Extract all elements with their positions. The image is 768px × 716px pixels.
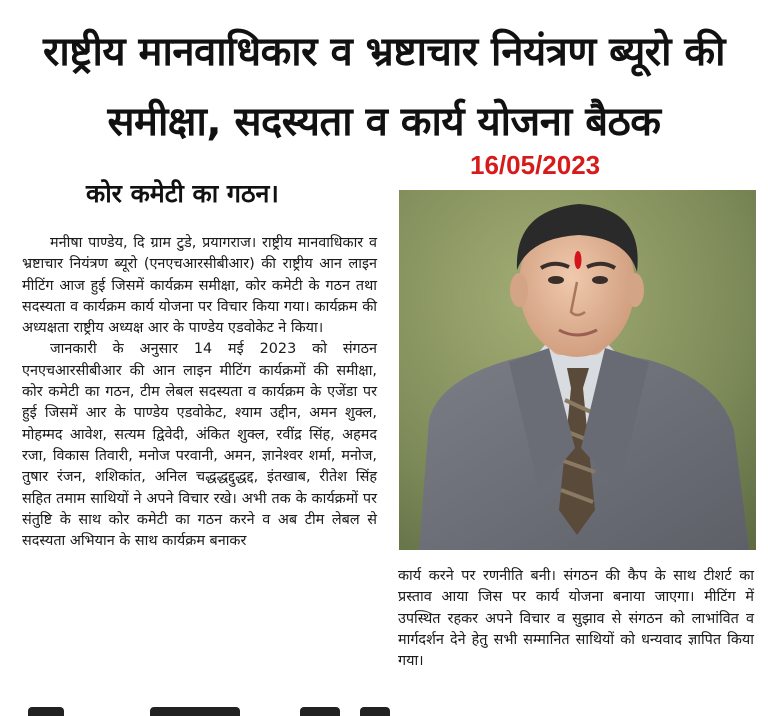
portrait-illustration (399, 190, 756, 550)
article-column-left (22, 233, 377, 552)
eye-left (548, 276, 564, 284)
article-paragraph-3: कार्य करने पर रणनीति बनी। संगठन की कैप के साथ टीशर्ट का प्रस्ताव आया जिस पर कार्य योजना बनाया जाएगा। मीटिंग में उपस्थित रहकर अपने विचार व सुझाव से संगठन को लाभांवित व मार्गदर्शन देने हेतु सभी सम्मानित साथियों को धन्यवाद ज्ञापित किया गया। (398, 568, 754, 670)
portrait-photo (399, 190, 756, 550)
article-paragraph-2: जानकारी के अनुसार 14 मई 2023 को संगठन एनएचआरसीबीआर की आन लाइन मीटिंग कार्यक्रमों की समीक्षा, कोर कमेटी का गठन, टीम लेबल सदस्यता व कार्यक्रम के एजेंडा पर हुई जिसमें आर के पाण्डेय एडवोकेट, श्याम उद्दीन, अमन शुक्ल, मोहम्मद आवेश, सत्यम द्विवेदी, अंकित शुक्ल, रवींद्र सिंह, अहमद रजा, विकास तिवारी, मनोज परवानी, अमन, ज्ञानेश्वर शर्मा, मनोज, तुषार रंजन, शशिकांत, अनिल चद्धद्धद्दुद्धद्द, इंतखाब, रीतेश सिंह सहित तमाम साथियों ने अपने विचार रखे। अभी तक के कार्यक्रमों पर संतुष्टि के साथ कोर कमेटी का गठन करने व अब टीम लेबल से सदस्यता अभियान के साथ कार्यक्रम बनाकर (22, 341, 377, 550)
tilak (575, 251, 582, 269)
subheadline: कोर कमेटी का गठन। (86, 179, 279, 208)
article-column-right (398, 566, 754, 672)
article-paragraph-1: मनीषा पाण्डेय, दि ग्राम टुडे, प्रयागराज। राष्ट्रीय मानवाधिकार व भ्रष्टाचार नियंत्रण ब्यूरो (एनएचआरसीबीआर) की राष्ट्रीय आन लाइन मीटिंग आज हुई जिसमें कार्यक्रम समीक्षा, कोर कमेटी के गठन तथा सदस्यता व कार्यक्रम कार्य योजना पर विचार किया गया। कार्यक्रम की अध्यक्षता राष्ट्रीय अध्यक्ष आर के पाण्डेय एडवोकेट ने किया। (22, 235, 377, 337)
headline-line-1: राष्ट्रीय मानवाधिकार व भ्रष्टाचार नियंत्रण ब्यूरो की (42, 29, 726, 75)
headline-line-2: समीक्षा, सदस्यता व कार्य योजना बैठक (107, 99, 661, 145)
next-article-cut-off (0, 705, 768, 716)
ear-left (510, 273, 528, 307)
ear-right (626, 273, 644, 307)
date-stamp: 16/05/2023 (470, 150, 601, 180)
eye-right (592, 276, 608, 284)
